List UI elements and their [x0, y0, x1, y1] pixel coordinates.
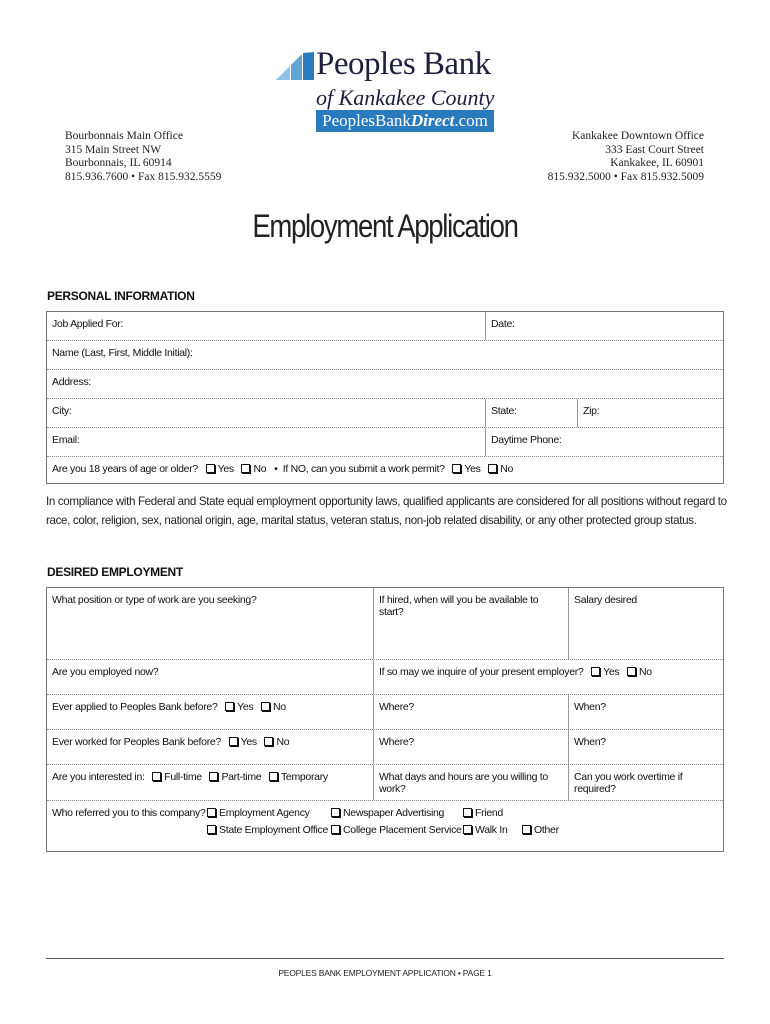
applied-where-field[interactable]: Where?: [373, 695, 568, 729]
name-field[interactable]: Name (Last, First, Middle Initial):: [52, 347, 193, 359]
overtime-field[interactable]: Can you work overtime if required?: [568, 765, 723, 800]
desired-employment-form: [46, 587, 724, 852]
referral-employment-agency-checkbox[interactable]: [207, 808, 216, 817]
bank-logo: [276, 48, 498, 136]
days-hours-field[interactable]: What days and hours are you willing to work?: [373, 765, 568, 800]
eeo-compliance-statement: In compliance with Federal and State equal employment opportunity laws, qualified applicants are considered for all positions without regard to race, color, religion, sex, national origin, age, marital status, veteran status, non-job related disability, or any other protected group status.: [46, 495, 727, 527]
page-title: Employment Application: [252, 208, 518, 244]
worked-before-row: Ever worked for Peoples Bank before? Yes No: [52, 736, 290, 748]
permit-no-checkbox[interactable]: [488, 464, 497, 473]
temporary-checkbox[interactable]: [269, 772, 278, 781]
employed-now-field[interactable]: Are you employed now?: [52, 666, 159, 678]
bank-name: Peoples Bank: [316, 46, 491, 82]
referral-walk-in-checkbox[interactable]: [463, 825, 472, 834]
personal-info-form: [46, 311, 724, 484]
office-right-address: Kankakee Downtown Office 333 East Court Street Kankakee, IL 60901 815.932.5000 • Fax 815.932.5009: [547, 130, 704, 183]
applied-before-row: Ever applied to Peoples Bank before? Yes No: [52, 701, 286, 713]
date-field[interactable]: Date:: [485, 312, 723, 340]
office-left-address: Bourbonnais Main Office 315 Main Street NW Bourbonnais, IL 60914 815.936.7600 • Fax 815.932.5559: [65, 130, 222, 183]
referral-other-checkbox[interactable]: [522, 825, 531, 834]
referral-college-checkbox[interactable]: [331, 825, 340, 834]
address-field[interactable]: Address:: [52, 376, 92, 388]
referral-label: Who referred you to this company?: [52, 807, 206, 819]
age-question-row: Are you 18 years of age or older? Yes No • If NO, can you submit a work permit? Yes No: [52, 463, 514, 475]
position-field[interactable]: What position or type of work are you seeking?: [52, 594, 257, 606]
bank-website: PeoplesBankDirect.com: [316, 110, 494, 132]
worked-when-field[interactable]: When?: [568, 730, 723, 764]
applied-when-field[interactable]: When?: [568, 695, 723, 729]
job-applied-field[interactable]: Job Applied For:: [52, 318, 124, 330]
worked-no-checkbox[interactable]: [264, 737, 273, 746]
state-field[interactable]: State:: [485, 399, 577, 427]
worked-yes-checkbox[interactable]: [229, 737, 238, 746]
permit-yes-checkbox[interactable]: [452, 464, 461, 473]
email-field[interactable]: Email:: [52, 434, 80, 446]
footer-divider: [46, 958, 724, 959]
inquire-no-checkbox[interactable]: [627, 667, 636, 676]
page-footer: PEOPLES BANK EMPLOYMENT APPLICATION • PAGE 1: [278, 968, 492, 978]
interested-in-row: Are you interested in: Full-time Part-time Temporary: [52, 771, 328, 783]
salary-field[interactable]: Salary desired: [568, 588, 723, 659]
section-title-desired: DESIRED EMPLOYMENT: [47, 565, 183, 579]
bank-county: of Kankakee County: [316, 85, 495, 110]
bank-logo-mark-icon: [276, 52, 314, 80]
referral-friend-checkbox[interactable]: [463, 808, 472, 817]
applied-no-checkbox[interactable]: [261, 702, 270, 711]
age-yes-checkbox[interactable]: [206, 464, 215, 473]
part-time-checkbox[interactable]: [209, 772, 218, 781]
daytime-phone-field[interactable]: Daytime Phone:: [485, 428, 723, 456]
referral-state-office-checkbox[interactable]: [207, 825, 216, 834]
applied-yes-checkbox[interactable]: [225, 702, 234, 711]
zip-field[interactable]: Zip:: [577, 399, 723, 427]
full-time-checkbox[interactable]: [152, 772, 161, 781]
inquire-yes-checkbox[interactable]: [591, 667, 600, 676]
referral-newspaper-checkbox[interactable]: [331, 808, 340, 817]
referral-row: Who referred you to this company? Employment Agency Newspaper Advertising Friend State Employment Office College Placement Service Walk In Other: [52, 807, 559, 836]
start-date-field[interactable]: If hired, when will you be available to start?: [373, 588, 568, 659]
age-no-checkbox[interactable]: [241, 464, 250, 473]
worked-where-field[interactable]: Where?: [373, 730, 568, 764]
inquire-employer-row: If so may we inquire of your present employer? Yes No: [373, 660, 723, 694]
section-title-personal: PERSONAL INFORMATION: [47, 289, 195, 303]
city-field[interactable]: City:: [52, 405, 72, 417]
